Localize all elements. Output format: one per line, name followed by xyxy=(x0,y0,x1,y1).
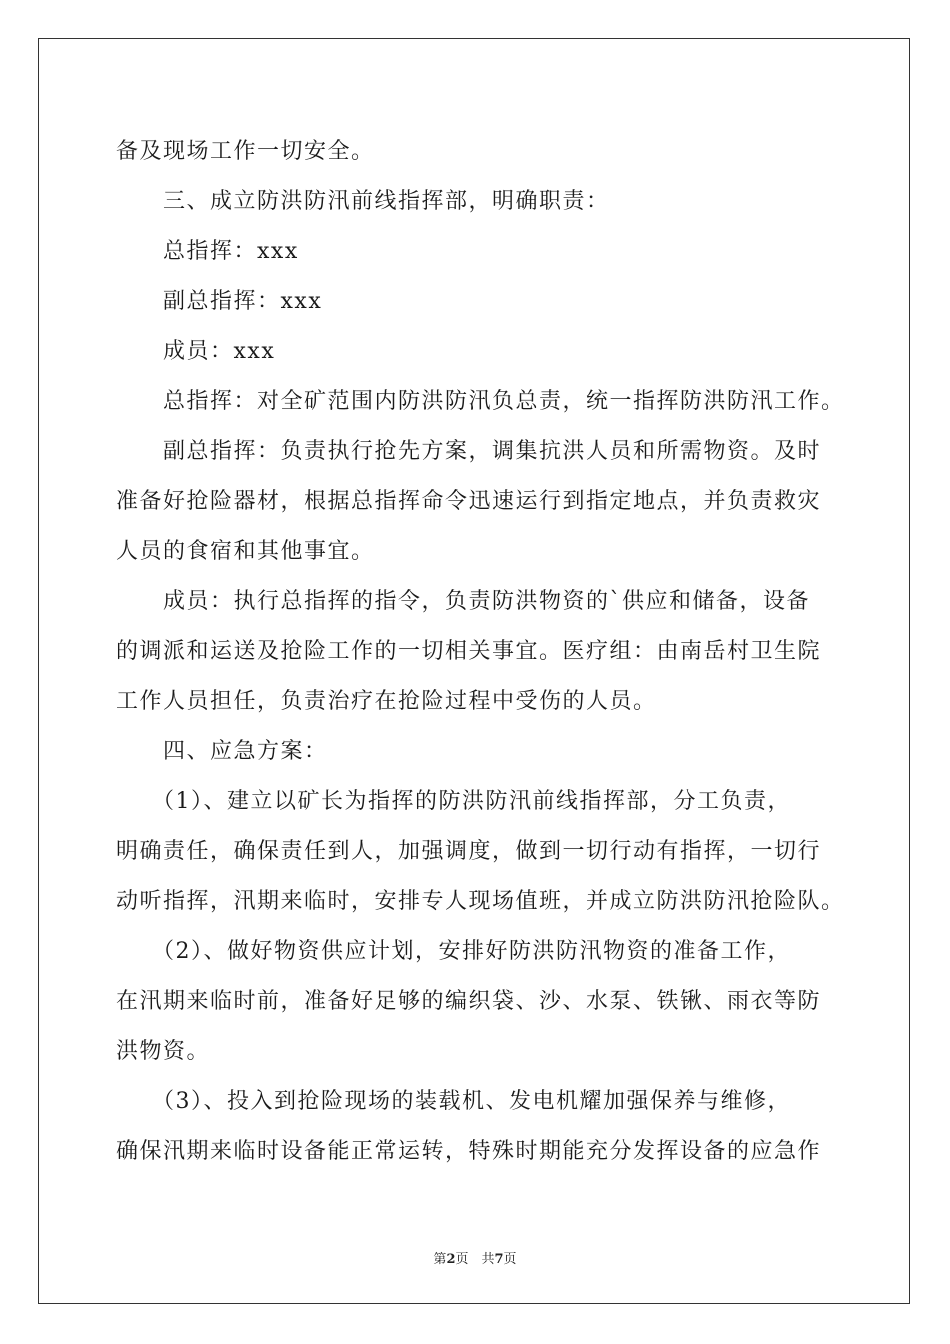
document-body xyxy=(116,127,846,1177)
text-line: （1）、建立以矿长为指挥的防洪防汛前线指挥部，分工负责， xyxy=(116,789,791,814)
text-line: 总指挥：对全矿范围内防洪防汛负总责，统一指挥防洪防汛工作。 xyxy=(116,389,845,414)
text-line: （2）、做好物资供应计划，安排好防洪防汛物资的准备工作， xyxy=(116,939,791,964)
page-total: 7 xyxy=(494,1252,504,1267)
text-line: 确保汛期来临时设备能正常运转，特殊时期能充分发挥设备的应急作 xyxy=(116,1139,822,1164)
text-line: 的调派和运送及抢险工作的一切相关事宜。医疗组：由南岳村卫生院 xyxy=(116,639,822,664)
text-line: 副总指挥：xxx xyxy=(116,289,323,314)
text-line: 工作人员担任，负责治疗在抢险过程中受伤的人员。 xyxy=(116,689,657,714)
text-line: （3）、投入到抢险现场的装载机、发电机耀加强保养与维修， xyxy=(116,1089,791,1114)
text-line: 洪物资。 xyxy=(116,1039,211,1064)
page-current: 2 xyxy=(446,1252,456,1267)
text-line: 成员：执行总指挥的指令，负责防洪物资的`供应和储备，设备 xyxy=(116,589,811,614)
page-mid: 页 共 xyxy=(455,1252,495,1267)
section-heading: 三、成立防洪防汛前线指挥部，明确职责： xyxy=(116,189,610,214)
text-line: 副总指挥：负责执行抢先方案，调集抗洪人员和所需物资。及时 xyxy=(116,439,822,464)
section-heading: 四、应急方案： xyxy=(116,739,328,764)
text-line: 在汛期来临时前，准备好足够的编织袋、沙、水泵、铁锹、雨衣等防 xyxy=(116,989,822,1014)
text-line: 明确责任，确保责任到人，加强调度，做到一切行动有指挥，一切行 xyxy=(116,839,822,864)
page-number-footer xyxy=(0,1248,950,1267)
text-line: 成员：xxx xyxy=(116,339,276,364)
text-line: 备及现场工作一切安全。 xyxy=(116,139,375,164)
text-line: 人员的食宿和其他事宜。 xyxy=(116,539,375,564)
text-line: 总指挥：xxx xyxy=(116,239,299,264)
text-line: 动听指挥，汛期来临时，安排专人现场值班，并成立防洪防汛抢险队。 xyxy=(116,889,845,914)
page-prefix: 第 xyxy=(433,1252,447,1267)
page-suffix: 页 xyxy=(503,1252,517,1267)
text-line: 准备好抢险器材，根据总指挥命令迅速运行到指定地点，并负责救灾 xyxy=(116,489,822,514)
